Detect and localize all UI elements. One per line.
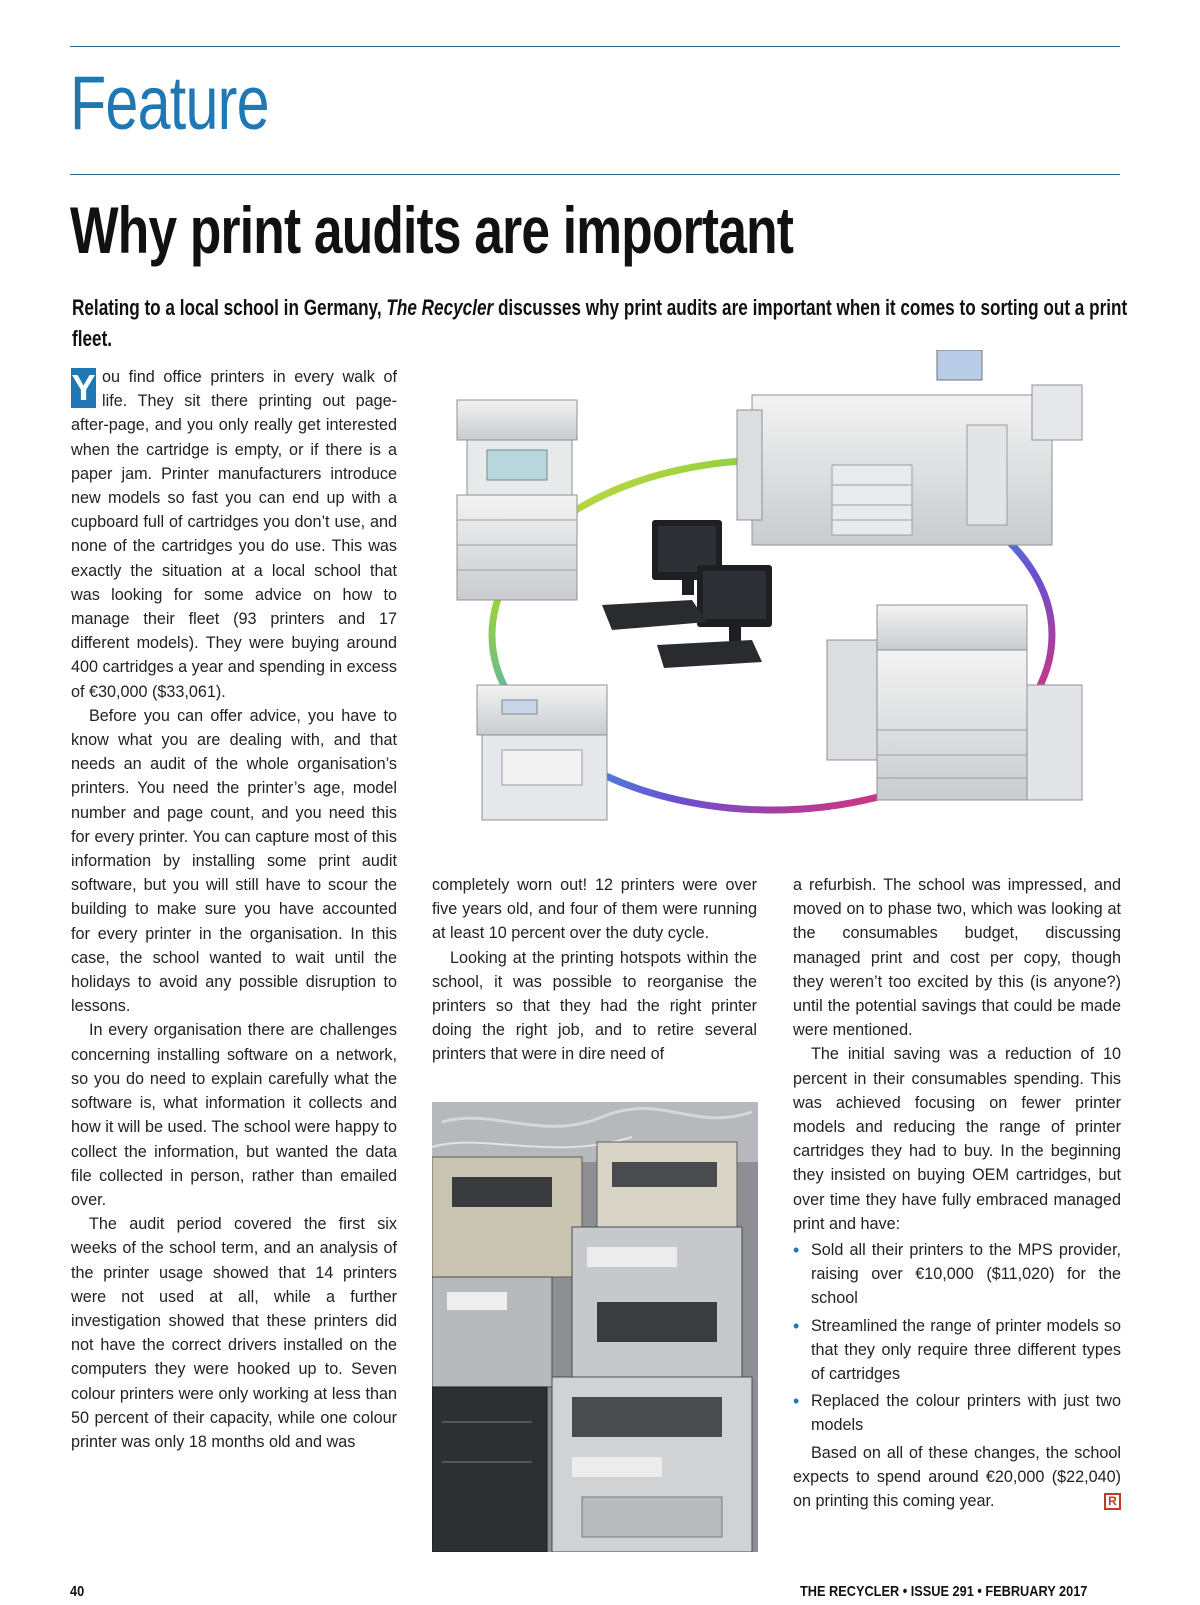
paragraph: The initial saving was a reduction of 10 percent in their consumables spending. This was achieved focusing on fewer printer models and reducing the range of printer cartridges they had to buy. In the beginning they insisted on buying OEM cartridges, but over time they have fully embraced managed print and have: xyxy=(793,1045,1121,1233)
standfirst-pre: Relating to a local school in Germany, xyxy=(72,295,387,320)
printer-fleet-illustration xyxy=(432,350,1122,860)
multifunction-printer xyxy=(827,605,1082,800)
paragraph: a refurbish. The school was impressed, and moved on to phase two, which was looking at the consumables budget, discussing managed print and cost per copy, though they weren’t too excited by this (is anyone?) until the potential savings that could be made were mentioned. xyxy=(793,876,1121,1040)
list-item xyxy=(793,1238,1121,1311)
paragraph: completely worn out! 12 printers were over five years old, and four of them were running at least 10 percent over the duty cycle. xyxy=(432,876,757,943)
standfirst xyxy=(72,292,1145,354)
paragraph: Before you can offer advice, you have to know what you are dealing with, and that needs an audit of the whole organisation’s printers. You need the printer’s age, model number and page count, and you need this for every printer. You can capture most of this information by installing some print audit software, but you will still have to scour the building to make sure you have accounted for every printer in the organisation. In this case, the school wanted to wait until the holidays to avoid any possible disruption to lessons. xyxy=(71,706,397,1016)
computer-workstations xyxy=(602,520,772,668)
office-copier xyxy=(457,400,577,600)
end-of-article-icon: R xyxy=(1104,1493,1121,1510)
retired-printers-graphic xyxy=(432,1102,758,1552)
drop-cap: Y xyxy=(71,367,96,408)
footer-masthead: THE RECYCLER • ISSUE 291 • FEBRUARY 2017 xyxy=(800,1583,1088,1600)
retired-printers-photo xyxy=(432,1102,758,1552)
standfirst-publication: The Recycler xyxy=(386,295,494,320)
paragraph: The audit period covered the first six weeks of the school term, and an analysis of the printer usage showed that 14 printers were not used at all, while a further investigation showed that these printers did not have the correct drivers installed on the computers they were hooked up to. Seven colour printers were only working at less than 50 percent of their capacity, while one colour printer was only 18 months old and was xyxy=(71,1215,397,1451)
list-item-text: Streamlined the range of printer models so that they only require three different types of cartridges xyxy=(811,1316,1121,1384)
standfirst-post: discusses why print audits are important when it comes to sorting out a print fleet. xyxy=(72,295,1128,351)
article-column-2 xyxy=(432,873,757,1067)
paragraph-text: ou find office printers in every walk of life. They sit there printing out page-after-page, and you only really get interested when the cartridge is empty, or if there is a paper jam. Printer manufacturers introduce new models so fast you can end up with a cupboard full of cartridges you don’t use, and none of the cartridges you do use. This was exactly the situation at a local school that was looking for some advice on how to manage their fleet (93 printers and 17 different models). They were buying around 400 cartridges a year and spending in excess of €30,000 ($33,061). xyxy=(71,368,397,701)
paragraph xyxy=(793,1441,1121,1514)
closing-text: Based on all of these changes, the school expects to spend around €20,000 ($22,040) on printing this coming year. xyxy=(793,1443,1121,1511)
list-item-text: Replaced the colour printers with just two models xyxy=(811,1392,1121,1435)
list-item xyxy=(793,1314,1121,1387)
printer-fleet-graphic xyxy=(432,350,1122,860)
bullet-icon: • xyxy=(793,1315,800,1336)
bullet-icon: • xyxy=(793,1391,800,1412)
article-column-1 xyxy=(71,365,397,1454)
savings-list xyxy=(793,1238,1121,1438)
bullet-icon: • xyxy=(793,1240,800,1261)
list-item xyxy=(793,1389,1121,1437)
production-printer-large xyxy=(737,350,1082,545)
article-headline: Why print audits are important xyxy=(70,193,794,267)
list-item-text: Sold all their printers to the MPS provider, raising over €10,000 ($11,020) for the school xyxy=(811,1241,1121,1308)
section-label: Feature xyxy=(70,61,269,146)
paragraph: In every organisation there are challenges concerning installing software on a network, so you do need to explain carefully what the software is, what information it collects and how it will be used. The school were happy to collect the information, but wanted the data file collected in person, rather than emailed over. xyxy=(71,1021,397,1209)
page-number: 40 xyxy=(70,1583,85,1600)
top-rule xyxy=(70,46,1120,47)
section-rule xyxy=(70,174,1120,175)
paragraph xyxy=(71,365,397,704)
article-column-3 xyxy=(793,873,1121,1513)
colour-laser-printer xyxy=(477,685,607,820)
paragraph: Looking at the printing hotspots within the school, it was possible to reorganise the printers so that they had the right printer doing the right job, and to retire several printers that were in dire need of xyxy=(432,948,757,1064)
